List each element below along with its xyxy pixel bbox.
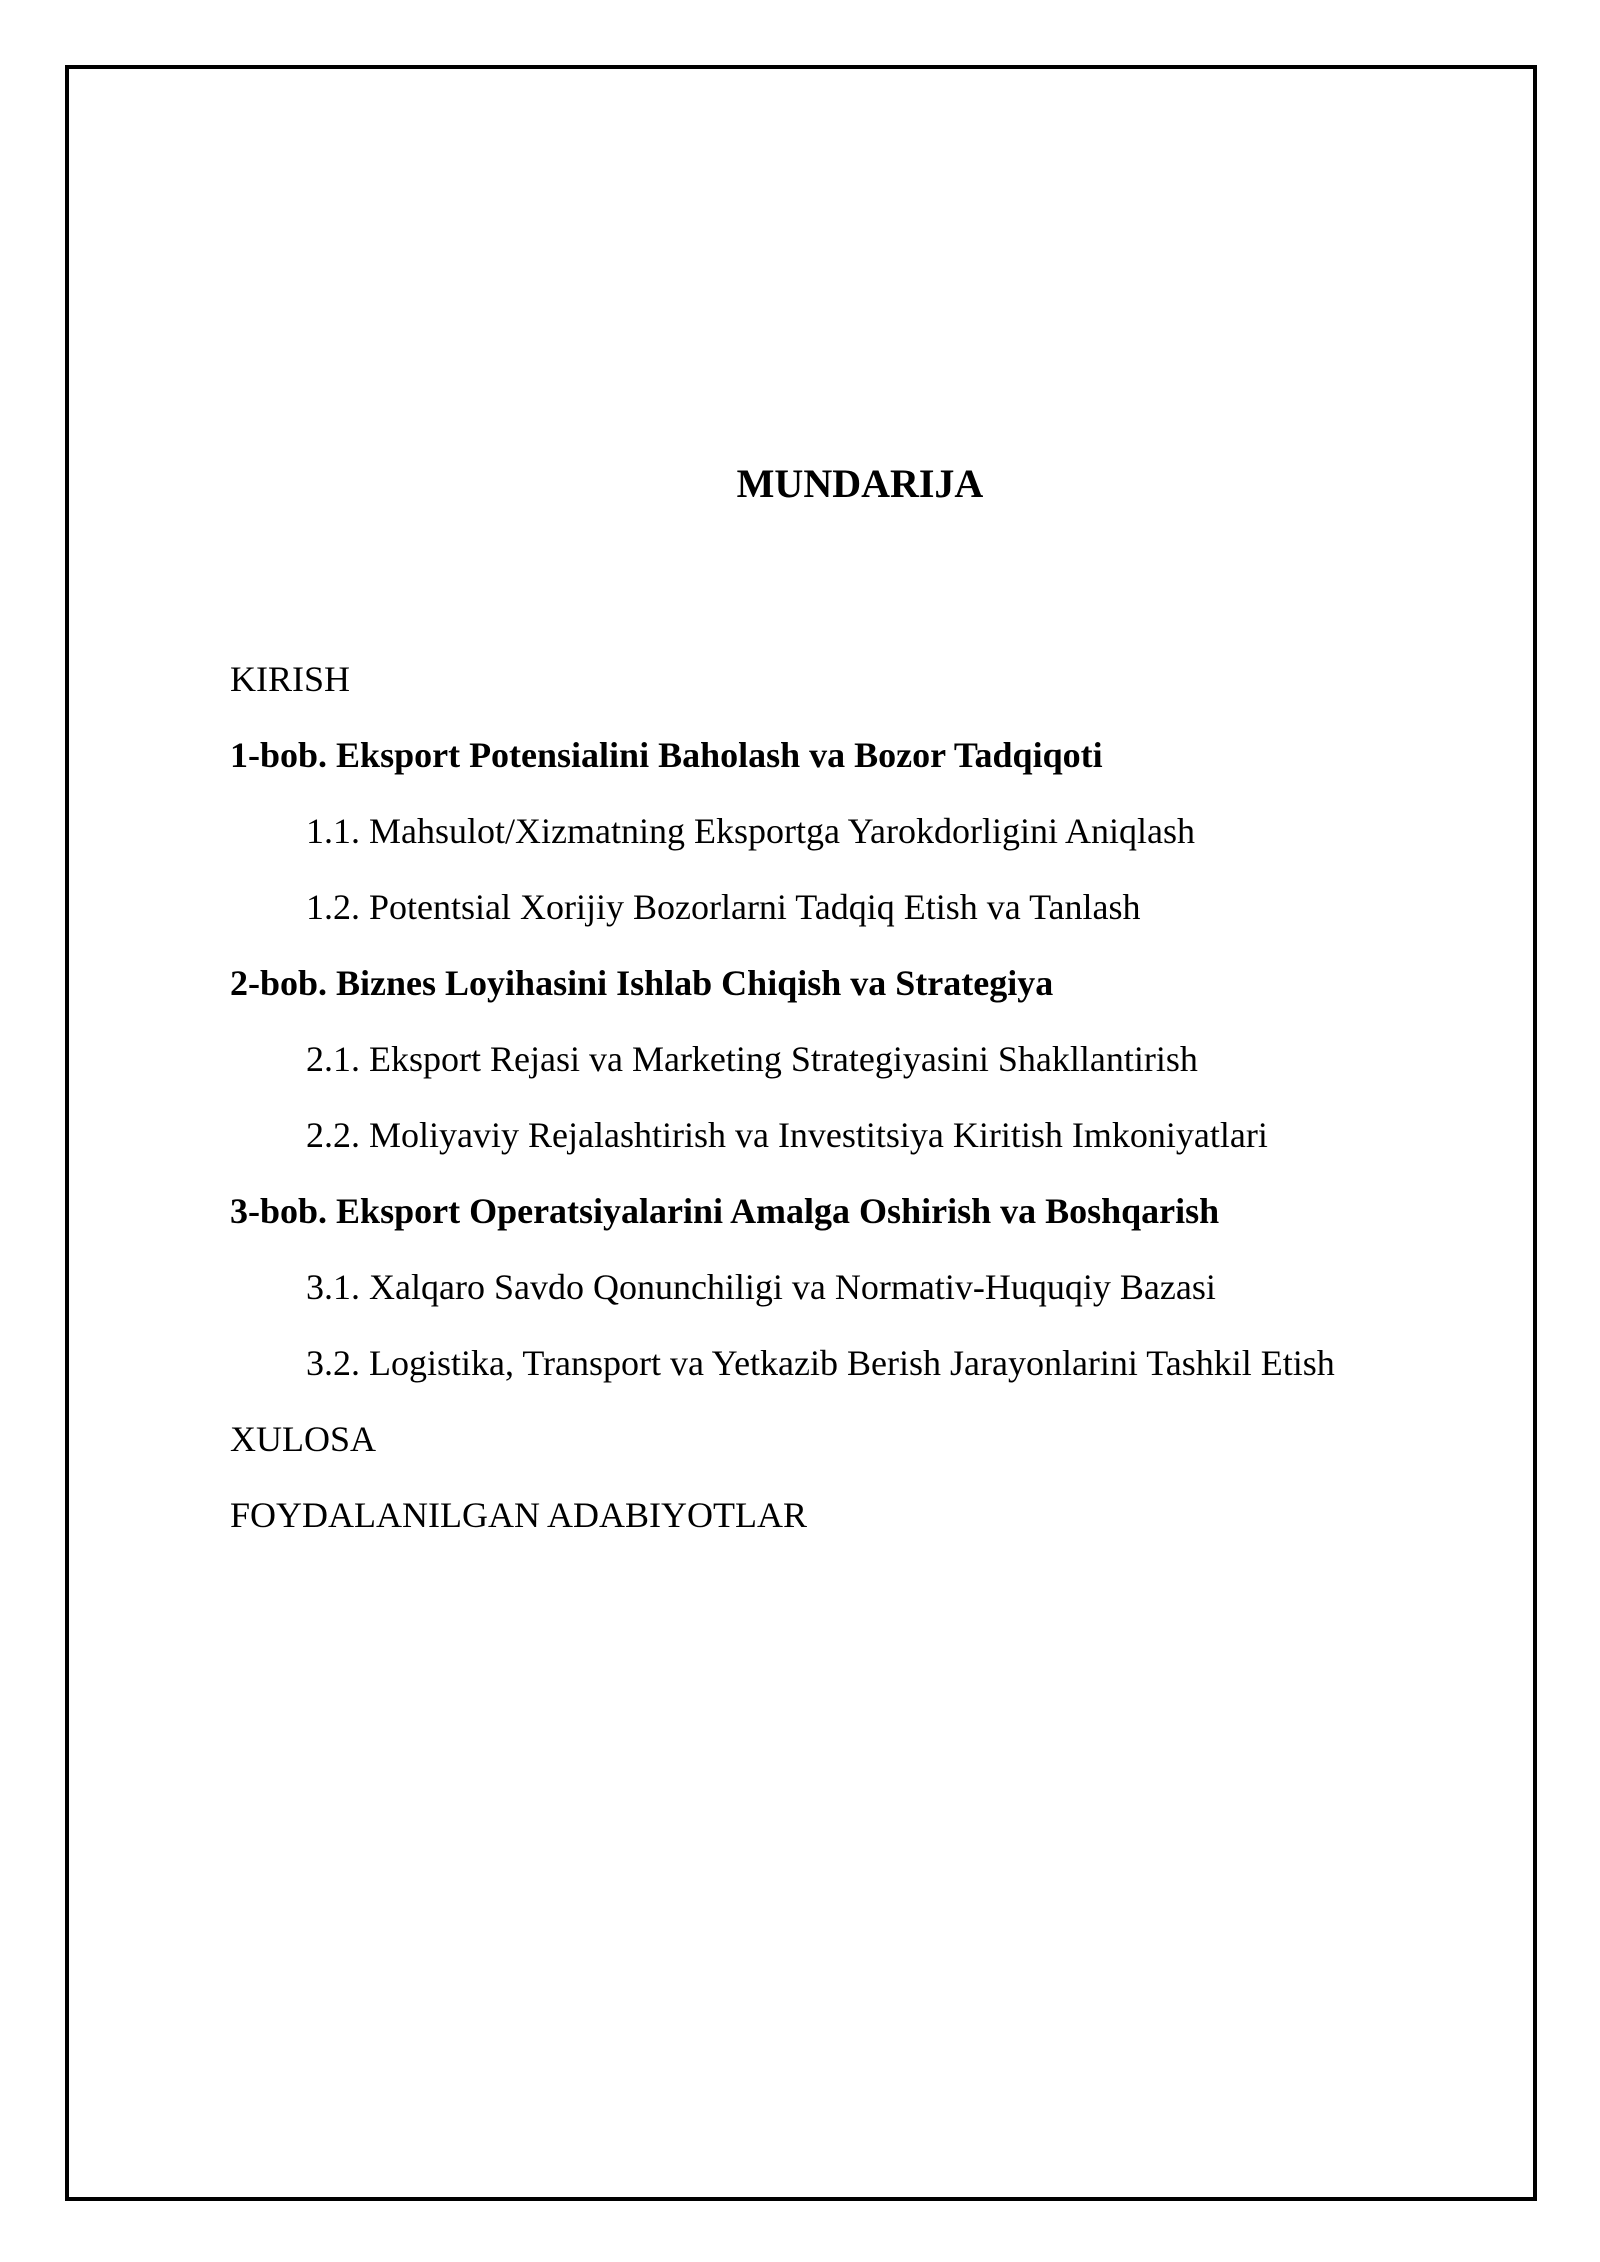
toc-chapter-2: 2-bob. Biznes Loyihasini Ishlab Chiqish va Strategiya: [230, 963, 1054, 1003]
toc-entry-kirish: KIRISH: [230, 659, 351, 699]
toc-section-2-2: 2.2. Moliyaviy Rejalashtirish va Investitsiya Kiritish Imkoniyatlari: [306, 1115, 1268, 1155]
toc-entry-xulosa: XULOSA: [230, 1419, 377, 1459]
toc-section-3-1: 3.1. Xalqaro Savdo Qonunchiligi va Normativ-Huquqiy Bazasi: [306, 1267, 1216, 1307]
page-title: MUNDARIJA: [736, 461, 984, 506]
toc-section-2-1: 2.1. Eksport Rejasi va Marketing Strategiyasini Shakllantirish: [306, 1039, 1198, 1079]
toc-chapter-1: 1-bob. Eksport Potensialini Baholash va Bozor Tadqiqoti: [230, 735, 1103, 775]
toc-chapter-3: 3-bob. Eksport Operatsiyalarini Amalga Oshirish va Boshqarish: [230, 1191, 1220, 1231]
table-of-contents: [230, 641, 1335, 1553]
toc-section-3-2: 3.2. Logistika, Transport va Yetkazib Berish Jarayonlarini Tashkil Etish: [306, 1343, 1335, 1383]
toc-section-1-1: 1.1. Mahsulot/Xizmatning Eksportga Yarokdorligini Aniqlash: [306, 811, 1195, 851]
toc-section-1-2: 1.2. Potentsial Xorijiy Bozorlarni Tadqiq Etish va Tanlash: [306, 887, 1141, 927]
toc-entry-references: FOYDALANILGAN ADABIYOTLAR: [230, 1495, 807, 1535]
